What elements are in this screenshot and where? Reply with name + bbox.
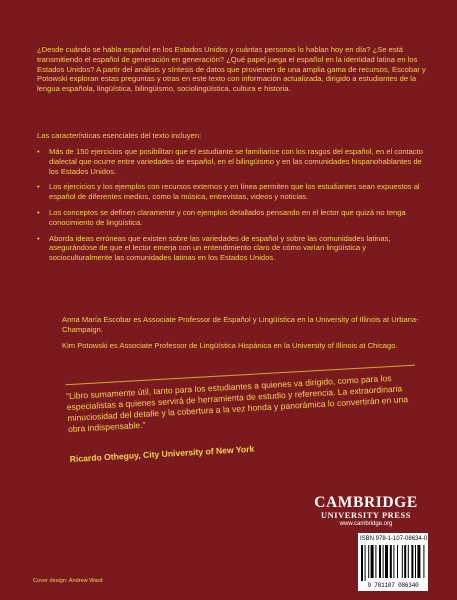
features-heading: Las características esenciales del texto incluyen: <box>37 131 202 140</box>
publisher-press: UNIVERSITY PRESS <box>320 511 412 520</box>
feature-item: • Los ejercicios y los ejemplos con recursos externos y en línea permiten que los estudiantes sean expuestos al español de diferentes medios, como la música, entrevistas, videos y noticias. <box>37 182 429 202</box>
feature-item: • Aborda ideas erróneas que existen sobre las variedades de español y sobre las comunidades latinas, asegurándose de que el lector emerja con un entendimiento claro de cómo varían lingüística y socioculturalmente las comunidades latinas en los Estados Unidos. <box>37 234 429 263</box>
feature-item: • Más de 150 ejercicios que posibilitan que el estudiante se familiarice con los rasgos del español, en el contacto dialectal que ocurre entre variedades de español, en el bilingüismo y en las comunidades hispanohablantes de los Estados Unidos. <box>37 147 429 176</box>
isbn-text: ISBN 978-1-107-08634-0 <box>360 536 428 542</box>
publisher-url: www.cambridge.org <box>339 521 393 527</box>
cover-design-credit: Cover design: Andrew Ward <box>33 578 103 584</box>
quote-author: Ricardo Otheguy, City University of New York <box>69 443 255 465</box>
barcode-bars-icon <box>361 545 425 581</box>
barcode <box>358 533 428 591</box>
quote-text: “Libro sumamente útil, tanto para los estudiantes a quienes va dirigido, como para los especialistas a quienes servirá de herramienta de estudio y referencia. La extraordinaria minuciosidad del detalle y la cobertura a la vez honda y panorámica lo convertirán en una obra indispensable.” <box>65 373 409 435</box>
review-quote <box>51 354 437 493</box>
features-list <box>37 147 429 269</box>
barcode-digits: 9 781107 086340 <box>367 582 419 589</box>
author-bio-potowski: Kim Potowski es Associate Professor de Lingüística Hispánica en la University of Illinois at Chicago. <box>62 341 398 350</box>
author-bio-escobar: Anna María Escobar es Associate Professor de Español y Lingüística en la University of Illinois at Urbana-Champaign. <box>62 315 419 334</box>
intro-paragraph: ¿Desde cuándo se habla español en los Estados Unidos y cuántas personas lo hablan hoy en día? ¿Se está transmitiendo el español de generación en generación? ¿Qué papel juega el español en la identidad latina en los Estados Unidos? A partir del análisis y síntesis de datos que provienen de una amplia gama de recursos, Escobar y Potowski exploran estas preguntas y otras en este texto con información actualizada, dirigido a estudiantes de la lengua española, lingüística, bilingüismo, sociolingüística, cultura e historia. <box>37 45 426 94</box>
publisher-name: CAMBRIDGE <box>314 494 418 511</box>
feature-item: • Los conceptos se definen claramente y con ejemplos detallados pensando en el lector que quizá no tenga conocimiento de lingüística. <box>37 208 429 228</box>
publisher-logo <box>306 495 426 535</box>
